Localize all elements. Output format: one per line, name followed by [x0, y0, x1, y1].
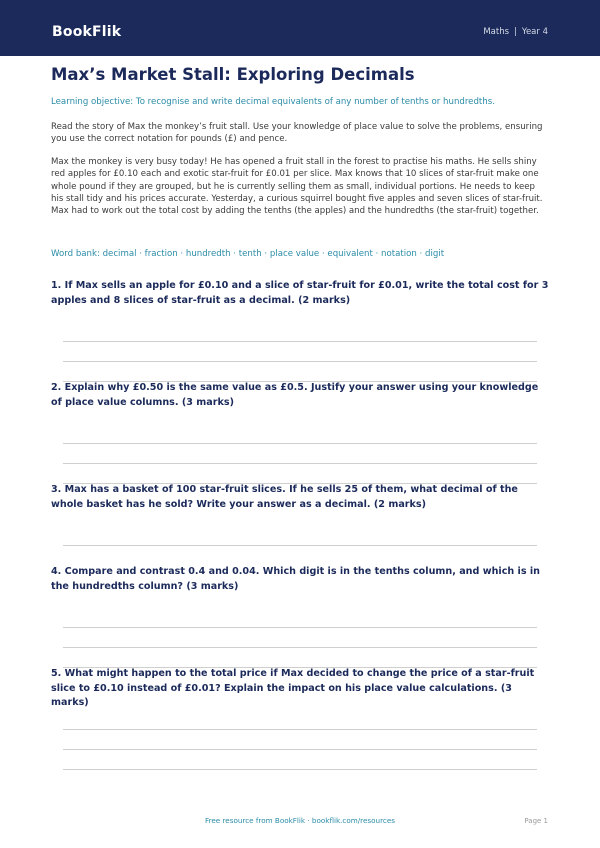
- footer-credit-link[interactable]: Free resource from BookFlik · bookflik.com/resources: [204, 816, 396, 825]
- answer-line-q5-1[interactable]: [63, 729, 537, 730]
- answer-line-q3-1[interactable]: [63, 545, 537, 546]
- answer-line-q1-1[interactable]: [63, 341, 537, 342]
- answer-line-q5-3[interactable]: [63, 769, 537, 770]
- breadcrumb-year: Year 4: [521, 27, 548, 37]
- answer-line-q4-2[interactable]: [63, 647, 537, 648]
- question-4: 4. Compare and contrast 0.4 and 0.04. Which digit is in the tenths column, and which is in the hundredths column? (3 marks): [51, 566, 541, 592]
- answer-line-q1-2[interactable]: [63, 361, 537, 362]
- page-header: [0, 0, 600, 56]
- question-2: 2. Explain why £0.50 is the same value as £0.5. Justify your answer using your knowledge of place value columns. (3 marks): [51, 382, 539, 408]
- breadcrumb-separator: |: [514, 27, 517, 37]
- page-number: Page 1: [524, 817, 548, 825]
- answer-line-q4-1[interactable]: [63, 627, 537, 628]
- brand-logo[interactable]: BookFlik: [52, 24, 122, 40]
- story-paragraph: Max the monkey is very busy today! He has opened a fruit stall in the forest to practise his maths. He sells shiny red apples for £0.10 each and exotic star-fruit for £0.01 per slice. Max knows that 10 slices of star-fruit make one whole pound if they are grouped, but he is currently selling them as small, individual portions. He needs to keep his stall tidy and his prices accurate. Yesterday, a curious squirrel bought five apples and seven slices of star-fruit. Max had to work out the total cost by adding the tenths (the apples) and the hundredths (the star-fruit) together.: [51, 157, 543, 217]
- breadcrumb-subject: Maths: [483, 27, 510, 37]
- word-bank: Word bank: decimal · fraction · hundredth · tenth · place value · equivalent · notation · digit: [51, 249, 445, 259]
- question-1: 1. If Max sells an apple for £0.10 and a slice of star-fruit for £0.01, write the total cost for 3 apples and 8 slices of star-fruit as a decimal. (2 marks): [51, 280, 549, 306]
- learning-objective: Learning objective: To recognise and write decimal equivalents of any number of tenths or hundredths.: [51, 97, 495, 107]
- intro-paragraph: Read the story of Max the monkey’s fruit stall. Use your knowledge of place value to solve the problems, ensuring you use the correct notation for pounds (£) and pence.: [51, 122, 543, 145]
- answer-line-q5-2[interactable]: [63, 749, 537, 750]
- question-3: 3. Max has a basket of 100 star-fruit slices. If he sells 25 of them, what decimal of the whole basket has he sold? Write your answer as a decimal. (2 marks): [51, 484, 518, 510]
- answer-line-q2-2[interactable]: [63, 463, 537, 464]
- answer-line-q2-1[interactable]: [63, 443, 537, 444]
- breadcrumb: [483, 24, 548, 40]
- question-5: 5. What might happen to the total price if Max decided to change the price of a star-fruit slice to £0.10 instead of £0.01? Explain the impact on his place value calculations. (3 marks): [51, 668, 535, 708]
- page-title: Max’s Market Stall: Exploring Decimals: [51, 65, 415, 84]
